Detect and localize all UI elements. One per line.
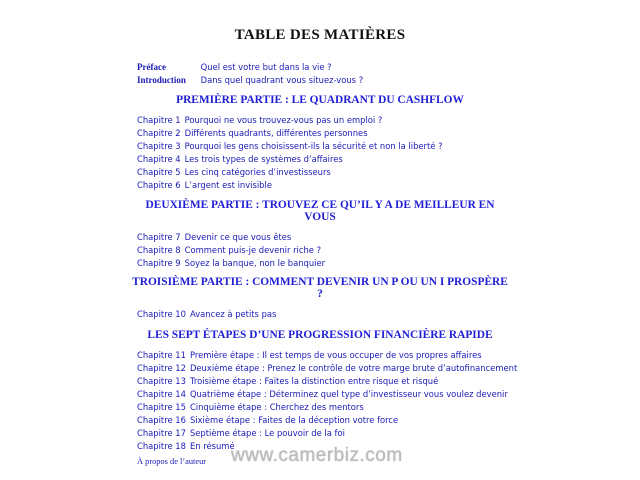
- intro-label: Introduction: [137, 75, 186, 85]
- chapter-number: Chapitre 18: [137, 441, 186, 451]
- intro-text: Quel est votre but dans la vie ?: [200, 62, 332, 72]
- intro-row-preface[interactable]: [137, 62, 332, 73]
- chapter-number: Chapitre 13: [137, 376, 186, 386]
- chapter-title: Troisième étape : Faites la distinction entre risque et risqué: [189, 376, 439, 386]
- chapter-9-link[interactable]: [137, 258, 325, 269]
- chapter-title: Avancez à petits pas: [189, 309, 277, 319]
- chapter-2-link[interactable]: [137, 128, 368, 139]
- chapter-number: Chapitre 17: [137, 428, 186, 438]
- chapter-title: Les cinq catégories d’investisseurs: [184, 167, 331, 177]
- chapter-5-link[interactable]: [137, 167, 331, 178]
- chapter-number: Chapitre 8: [137, 245, 181, 255]
- chapter-title: Soyez la banque, non le banquier: [184, 258, 326, 268]
- chapter-number: Chapitre 11: [137, 350, 186, 360]
- chapter-title: En résumé: [189, 441, 235, 451]
- chapter-number: Chapitre 14: [137, 389, 186, 399]
- chapter-number: Chapitre 4: [137, 154, 181, 164]
- chapter-title: L’argent est invisible: [184, 180, 272, 190]
- chapter-title: Pourquoi ne vous trouvez-vous pas un emploi ?: [184, 115, 383, 125]
- chapter-number: Chapitre 7: [137, 232, 181, 242]
- chapter-number: Chapitre 3: [137, 141, 181, 151]
- chapter-number: Chapitre 15: [137, 402, 186, 412]
- part-heading-1: PREMIÈRE PARTIE : LE QUADRANT DU CASHFLOW: [176, 94, 464, 106]
- chapter-number: Chapitre 1: [137, 115, 181, 125]
- chapter-title: Comment puis-je devenir riche ?: [184, 245, 322, 255]
- chapter-1-link[interactable]: [137, 115, 382, 126]
- chapter-number: Chapitre 10: [137, 309, 186, 319]
- part-heading-4: LES SEPT ÉTAPES D’UNE PROGRESSION FINANCIÈRE RAPIDE: [147, 329, 493, 341]
- chapter-title: Cinquième étape : Cherchez des mentors: [189, 402, 364, 412]
- chapter-11-link[interactable]: [137, 350, 482, 361]
- chapter-12-link[interactable]: [137, 363, 517, 374]
- part-heading-2: DEUXIÈME PARTIE : TROUVEZ CE QU’IL Y A DE MEILLEUR EN VOUS: [145, 199, 495, 223]
- chapter-number: Chapitre 5: [137, 167, 181, 177]
- page-title: TABLE DES MATIÈRES: [234, 27, 406, 43]
- chapter-number: Chapitre 9: [137, 258, 181, 268]
- chapter-13-link[interactable]: [137, 376, 438, 387]
- chapter-title: Les trois types de systèmes d’affaires: [184, 154, 343, 164]
- chapter-3-link[interactable]: [137, 141, 443, 152]
- part-heading-3: TROISIÈME PARTIE : COMMENT DEVENIR UN P OU UN I PROSPÈRE ?: [132, 276, 508, 300]
- chapter-title: Sixième étape : Faites de la déception votre force: [189, 415, 399, 425]
- intro-text: Dans quel quadrant vous situez-vous ?: [200, 75, 364, 85]
- chapter-number: Chapitre 16: [137, 415, 186, 425]
- chapter-6-link[interactable]: [137, 180, 272, 191]
- intro-row-introduction[interactable]: [137, 75, 363, 86]
- chapter-title: Septième étape : Le pouvoir de la foi: [189, 428, 345, 438]
- chapter-title: Deuxième étape : Prenez le contrôle de votre marge brute d’autofinancement: [189, 363, 518, 373]
- chapter-16-link[interactable]: [137, 415, 398, 426]
- chapter-15-link[interactable]: [137, 402, 364, 413]
- watermark: www.camerbiz.com: [231, 445, 403, 466]
- chapter-title: Différents quadrants, différentes personnes: [184, 128, 368, 138]
- chapter-number: Chapitre 12: [137, 363, 186, 373]
- about-author-link[interactable]: À propos de l’auteur: [137, 457, 207, 466]
- chapter-4-link[interactable]: [137, 154, 343, 165]
- chapter-title: Devenir ce que vous êtes: [184, 232, 292, 242]
- chapter-title: Première étape : Il est temps de vous occuper de vos propres affaires: [189, 350, 482, 360]
- chapter-17-link[interactable]: [137, 428, 345, 439]
- chapter-7-link[interactable]: [137, 232, 291, 243]
- chapter-18-link[interactable]: [137, 441, 235, 452]
- chapter-14-link[interactable]: [137, 389, 508, 400]
- chapter-8-link[interactable]: [137, 245, 321, 256]
- chapter-title: Pourquoi les gens choisissent-ils la sécurité et non la liberté ?: [184, 141, 443, 151]
- chapter-title: Quatrième étape : Déterminez quel type d’investisseur vous voulez devenir: [189, 389, 508, 399]
- chapter-number: Chapitre 6: [137, 180, 181, 190]
- chapter-10-link[interactable]: [137, 309, 276, 320]
- chapter-number: Chapitre 2: [137, 128, 181, 138]
- intro-label: Préface: [137, 62, 166, 72]
